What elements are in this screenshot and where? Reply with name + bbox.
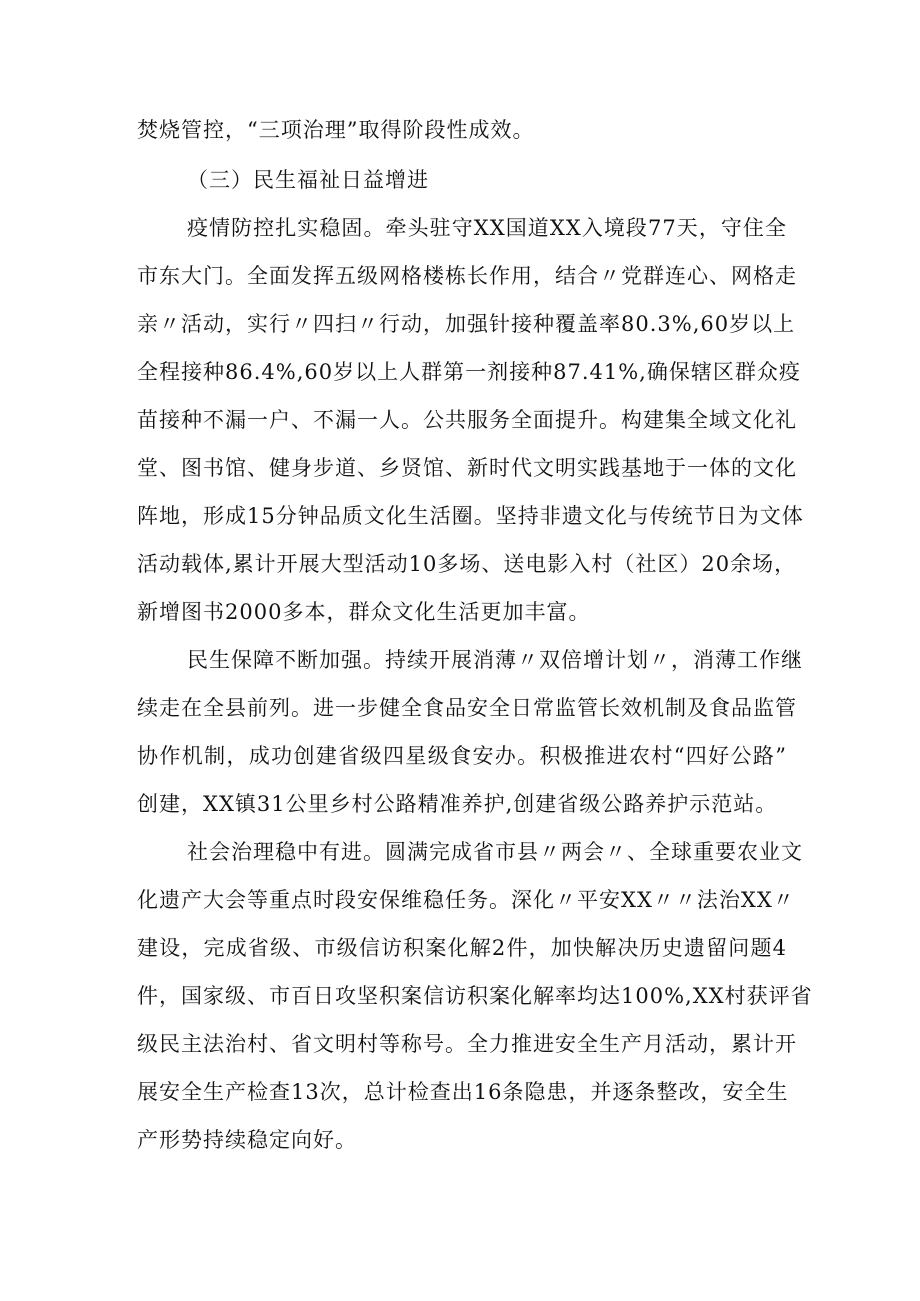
paragraph-line: 协作机制，成功创建省级四星级食安办。积极推进农村“四好公路” — [137, 744, 787, 768]
paragraph-line: 展安全生产检查13次，总计检查出16条隐患，并逐条整改，安全生 — [137, 1080, 789, 1104]
section-heading: （三）民生福祉日益增进 — [187, 168, 429, 192]
paragraph-line: 全程接种86.4%,60岁以上人群第一剂接种87.41%,确保辖区群众疫 — [137, 360, 801, 384]
paragraph-line: 阵地，形成15分钟品质文化生活圈。坚持非遗文化与传统节日为文体 — [137, 504, 804, 528]
paragraph-line: 焚烧管控，“三项治理”取得阶段性成效。 — [137, 118, 535, 142]
paragraph-line: 创建，XX镇31公里乡村公路精准养护,创建省级公路养护示范站。 — [137, 792, 778, 816]
paragraph-line: 民生保障不断加强。持续开展消薄〃双倍增计划〃，消薄工作继 — [187, 648, 803, 672]
paragraph-line: 苗接种不漏一户、不漏一人。公共服务全面提升。构建集全域文化礼 — [137, 408, 797, 432]
paragraph-line: 级民主法治村、省文明村等称号。全力推进安全生产月活动，累计开 — [137, 1032, 797, 1056]
paragraph-line: 社会治理稳中有进。圆满完成省市县〃两会〃、全球重要农业文 — [187, 840, 803, 864]
paragraph-line: 续走在全县前列。进一步健全食品安全日常监管长效机制及食品监管 — [137, 696, 797, 720]
paragraph-line: 件，国家级、市百日攻坚积案信访积案化解率均达100%,XX村获评省 — [137, 984, 813, 1008]
paragraph-line: 产形势持续稳定向好。 — [137, 1128, 357, 1152]
paragraph-line: 疫情防控扎实稳固。牵头驻守XX国道XX入境段77天，守住全 — [187, 216, 787, 240]
paragraph-line: 化遗产大会等重点时段安保维稳任务。深化〃平安XX〃〃法治XX〃 — [137, 888, 795, 912]
paragraph-line: 亲〃活动，实行〃四扫〃行动，加强针接种覆盖率80.3%,60岁以上 — [137, 312, 796, 336]
paragraph-line: 堂、图书馆、健身步道、乡贤馆、新时代文明实践基地于一体的文化 — [137, 456, 797, 480]
paragraph-line: 建设，完成省级、市级信访积案化解2件，加快解决历史遗留问题4 — [137, 936, 787, 960]
paragraph-line: 新增图书2000多本，群众文化生活更加丰富。 — [137, 600, 591, 624]
paragraph-line: 市东大门。全面发挥五级网格楼栋长作用，结合〃党群连心、网格走 — [137, 264, 797, 288]
paragraph-line: 活动载体,累计开展大型活动10多场、送电影入村（社区）20余场， — [137, 552, 797, 576]
